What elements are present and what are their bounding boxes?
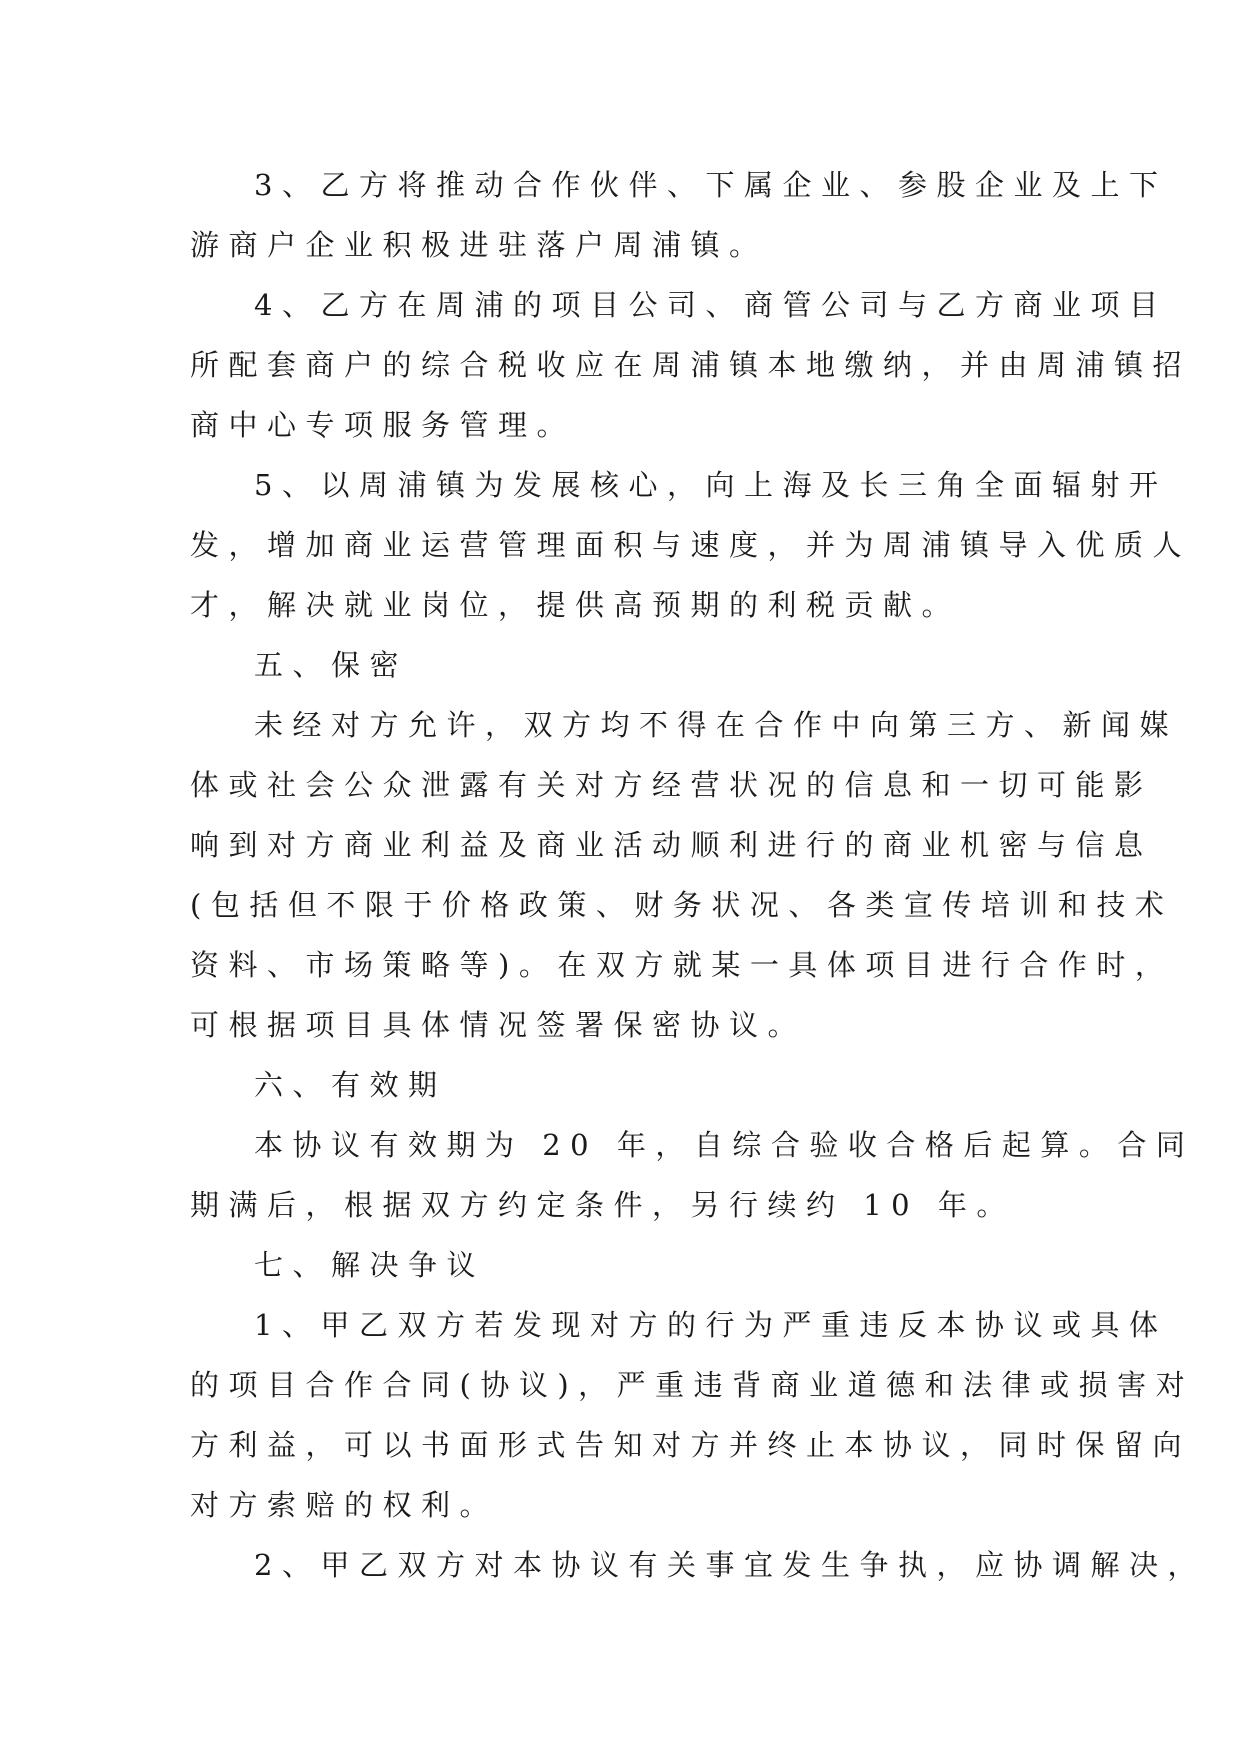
confidentiality-line-5: 资料、市场策略等)。在双方就某一具体项目进行合作时，: [190, 948, 1174, 982]
confidentiality-line-4: (包括但不限于价格政策、财务状况、各类宣传培训和技术: [190, 888, 1174, 922]
paragraph-5-line-1: 5、以周浦镇为发展核心，向上海及长三角全面辐射开: [254, 468, 1168, 502]
document-body: [190, 155, 1206, 1595]
confidentiality-line-1: 未经对方允许，双方均不得在合作中向第三方、新闻媒: [254, 708, 1179, 742]
section-heading-disputes: 七、解决争议: [254, 1248, 486, 1282]
confidentiality-line-2: 体或社会公众泄露有关对方经营状况的信息和一切可能影: [190, 768, 1153, 802]
paragraph-4-line-2: 所配套商户的综合税收应在周浦镇本地缴纳，并由周浦镇招: [190, 348, 1192, 382]
paragraph-3-line-1: 3、乙方将推动合作伙伴、下属企业、参股企业及上下: [254, 168, 1168, 202]
disputes-item-1-line-4: 对方索赔的权利。: [190, 1488, 499, 1522]
paragraph-5-line-2: 发，增加商业运营管理面积与速度，并为周浦镇导入优质人: [190, 528, 1192, 562]
disputes-item-2-line-1: 2、甲乙双方对本协议有关事宜发生争执，应协调解决，: [254, 1548, 1206, 1582]
section-heading-validity: 六、有效期: [254, 1068, 447, 1102]
paragraph-5-line-3: 才，解决就业岗位，提供高预期的利税贡献。: [190, 588, 961, 622]
disputes-item-1-line-2: 的项目合作合同(协议)，严重违背商业道德和法律或损害对: [190, 1368, 1195, 1402]
paragraph-4-line-1: 4、乙方在周浦的项目公司、商管公司与乙方商业项目: [254, 288, 1168, 322]
confidentiality-line-6: 可根据项目具体情况签署保密协议。: [190, 1008, 807, 1042]
confidentiality-line-3: 响到对方商业利益及商业活动顺利进行的商业机密与信息: [190, 828, 1153, 862]
validity-line-2: 期满后，根据双方约定条件，另行续约 10 年。: [190, 1188, 1015, 1222]
paragraph-3-line-2: 游商户企业积极进驻落户周浦镇。: [190, 228, 768, 262]
validity-line-1: 本协议有效期为 20 年，自综合验收合格后起算。合同: [254, 1128, 1195, 1162]
section-heading-confidentiality: 五、保密: [254, 648, 409, 682]
paragraph-4-line-3: 商中心专项服务管理。: [190, 408, 576, 442]
disputes-item-1-line-3: 方利益，可以书面形式告知对方并终止本协议，同时保留向: [190, 1428, 1192, 1462]
disputes-item-1-line-1: 1、甲乙双方若发现对方的行为严重违反本协议或具体: [254, 1308, 1168, 1342]
